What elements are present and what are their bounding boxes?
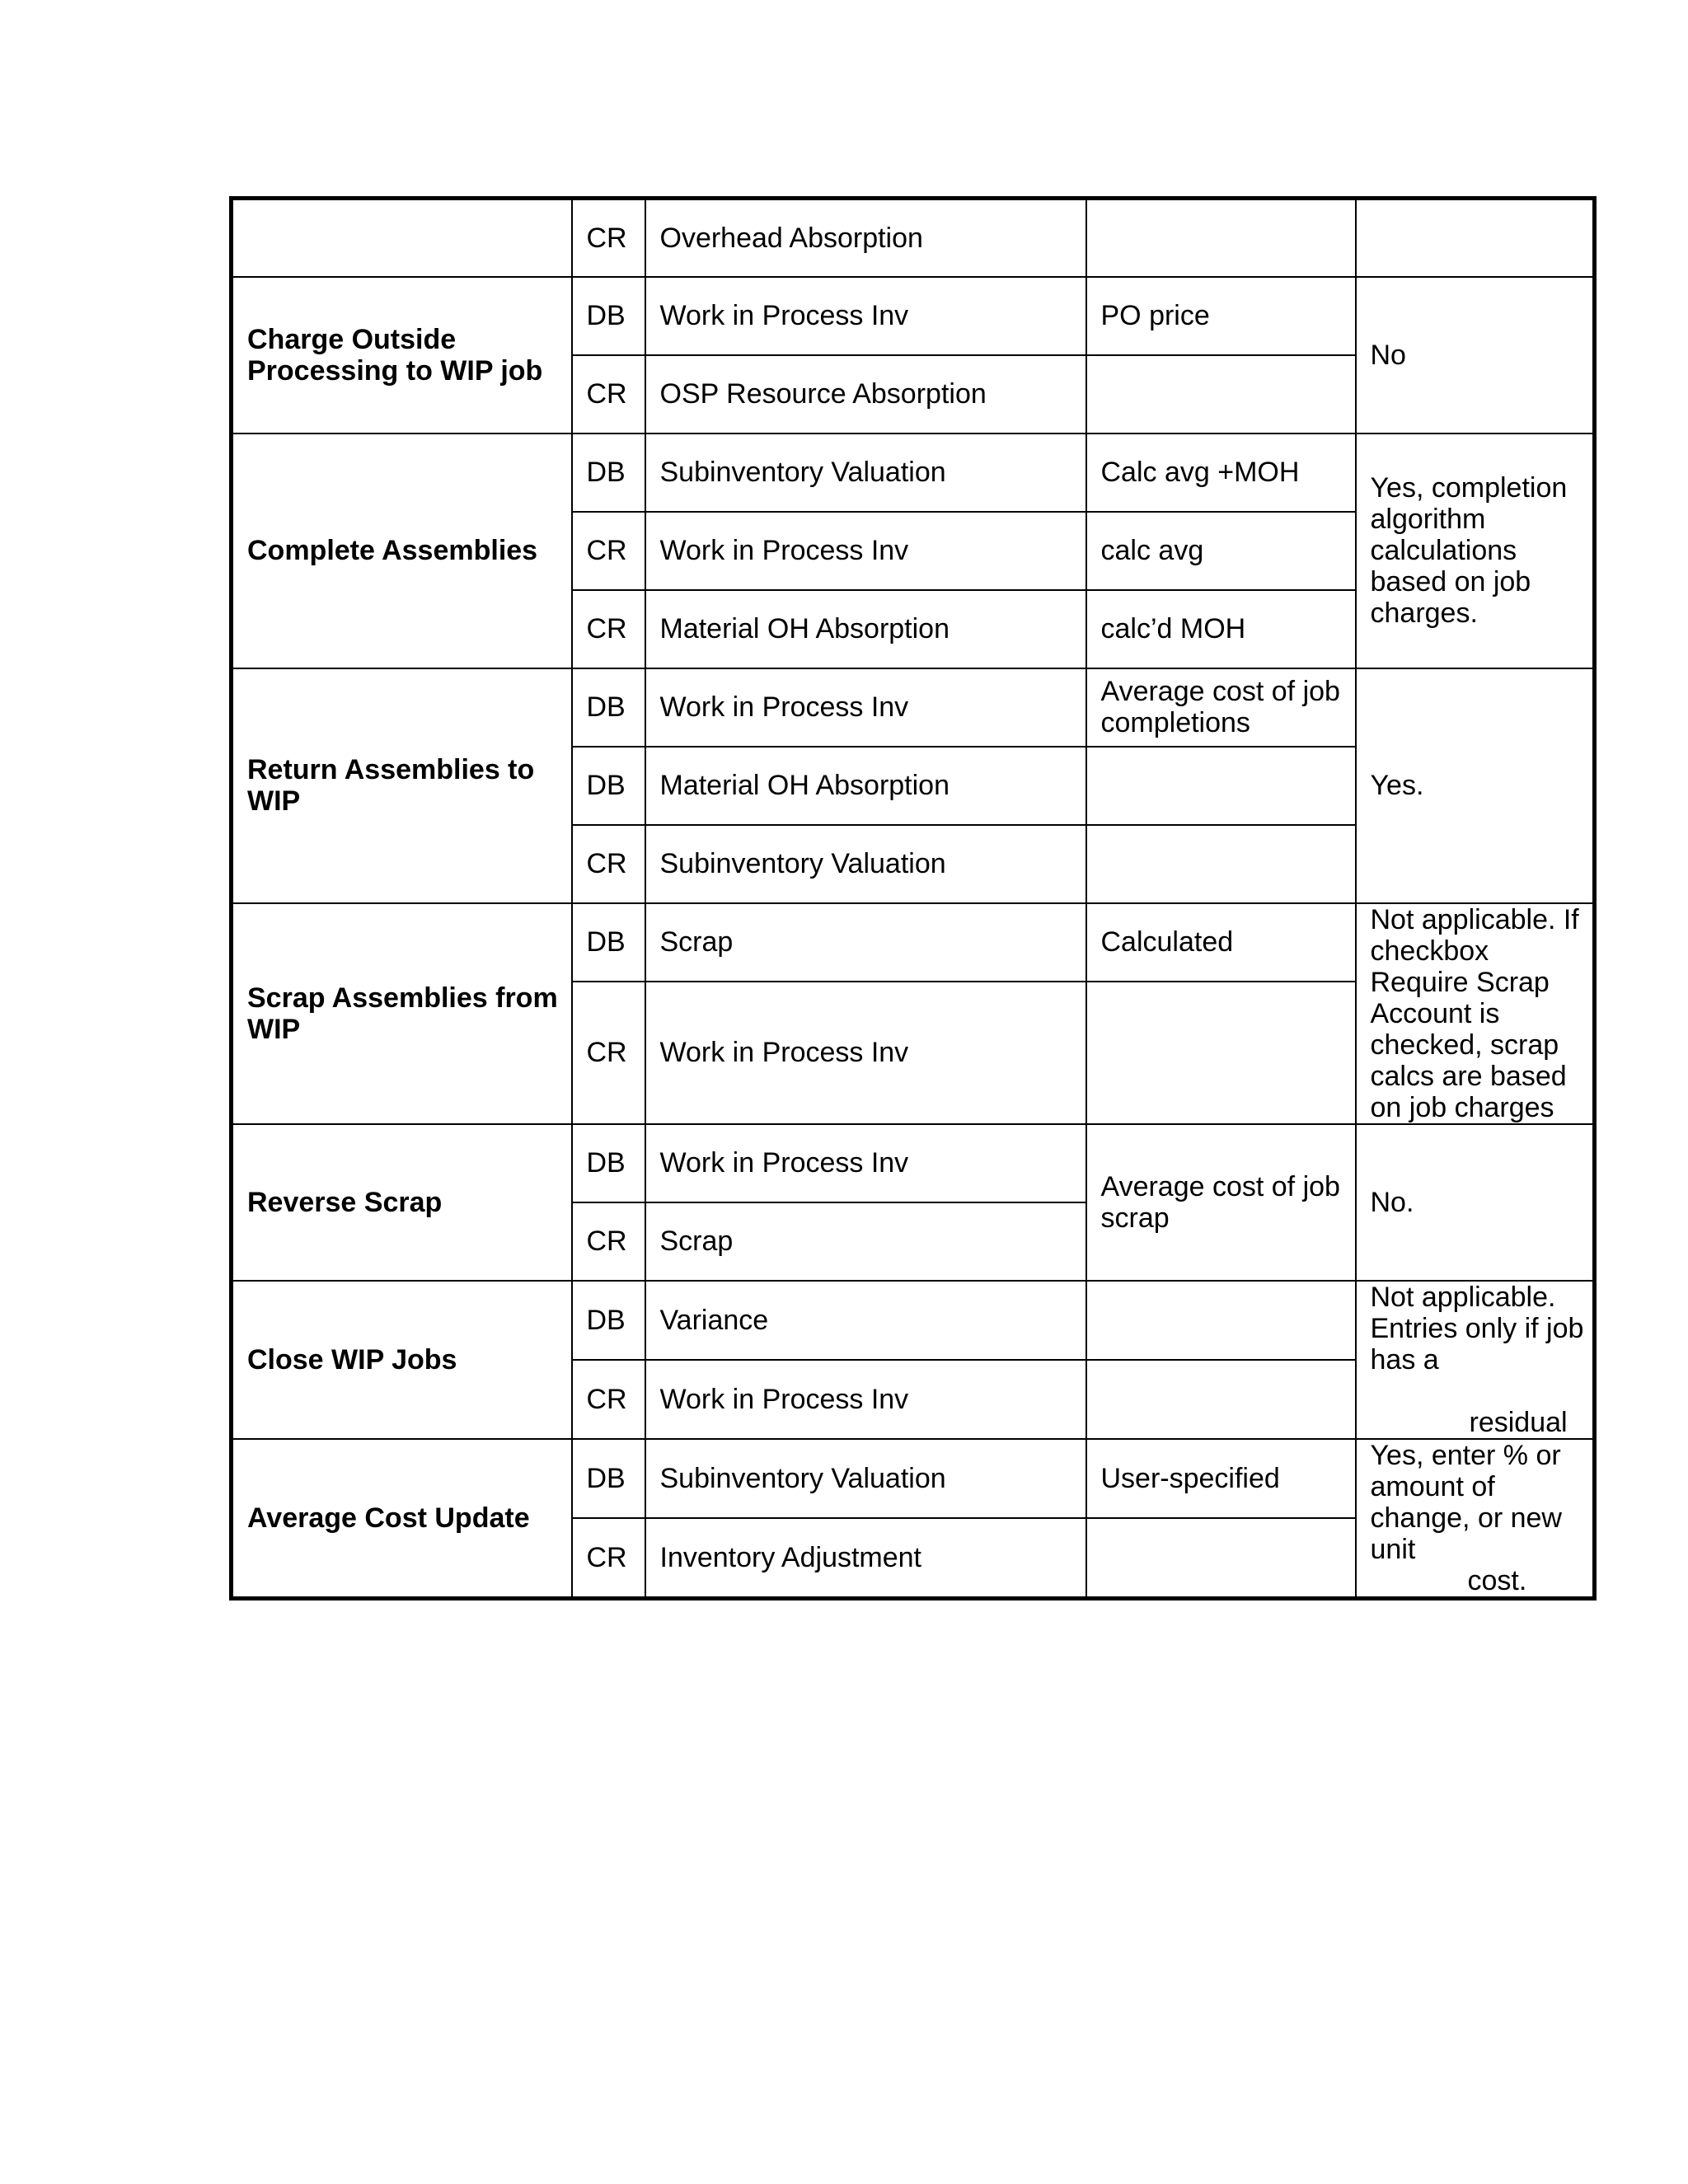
event-cell: Charge Outside Processing to WIP job [232,277,572,434]
entry-type-cell: CR [572,512,645,590]
account-cell: Work in Process Inv [645,1360,1086,1439]
value-cell [1086,1281,1356,1360]
value-cell: User-specified [1086,1439,1356,1519]
accounting-table [229,196,1597,1601]
value-cell: Calculated [1086,903,1356,982]
table-row [232,903,1595,982]
account-cell: Variance [645,1281,1086,1360]
event-cell: Scrap Assemblies from WIP [232,903,572,1124]
account-cell: OSP Resource Absorption [645,355,1086,434]
account-cell: Subinventory Valuation [645,825,1086,903]
account-cell: Material OH Absorption [645,590,1086,668]
table-row [232,1439,1595,1519]
account-cell: Scrap [645,903,1086,982]
account-cell: Subinventory Valuation [645,1439,1086,1519]
entry-type-cell: CR [572,590,645,668]
event-cell: Average Cost Update [232,1439,572,1599]
entry-type-cell: DB [572,434,645,512]
value-cell [1086,825,1356,903]
entry-type-cell: DB [572,1439,645,1519]
value-cell: Calc avg +MOH [1086,434,1356,512]
entry-type-cell: CR [572,825,645,903]
entry-type-cell: DB [572,277,645,355]
entry-type-cell: DB [572,668,645,747]
value-cell [1086,747,1356,825]
note-tail: residual [1469,1406,1568,1438]
table-row [232,199,1595,277]
entry-type-cell: DB [572,1124,645,1202]
entry-type-cell: CR [572,1518,645,1598]
note-cell: Not applicable. If checkbox Require Scrap Account is checked, scrap calcs are based on job charges [1356,903,1595,1124]
event-cell: Return Assemblies to WIP [232,668,572,903]
value-cell: calc’d MOH [1086,590,1356,668]
account-cell: Overhead Absorption [645,199,1086,277]
entry-type-cell: CR [572,982,645,1124]
account-cell: Scrap [645,1202,1086,1281]
table-row [232,1281,1595,1360]
account-cell: Work in Process Inv [645,982,1086,1124]
event-cell [232,199,572,277]
event-cell: Reverse Scrap [232,1124,572,1281]
event-cell: Close WIP Jobs [232,1281,572,1439]
note-cell: No. [1356,1124,1595,1281]
value-cell: Average cost of job scrap [1086,1124,1356,1281]
value-cell [1086,355,1356,434]
note-cell: Yes. [1356,668,1595,903]
entry-type-cell: DB [572,1281,645,1360]
entry-type-cell: DB [572,747,645,825]
value-cell: PO price [1086,277,1356,355]
table-row [232,1124,1595,1202]
table-row [232,434,1595,512]
account-cell: Work in Process Inv [645,1124,1086,1202]
note-text: Yes, enter % or amount of change, or new unit [1370,1439,1562,1565]
note-cell [1356,1439,1595,1599]
table-row [232,277,1595,355]
value-cell [1086,1360,1356,1439]
note-cell: Yes, completion algorithm calculations based on job charges. [1356,434,1595,668]
note-cell [1356,199,1595,277]
account-cell: Work in Process Inv [645,668,1086,747]
entry-type-cell: CR [572,355,645,434]
note-cell: No [1356,277,1595,434]
event-cell: Complete Assemblies [232,434,572,668]
value-cell [1086,982,1356,1124]
account-cell: Work in Process Inv [645,512,1086,590]
note-text: Not applicable. Entries only if job has a [1370,1281,1584,1376]
account-cell: Inventory Adjustment [645,1518,1086,1598]
table-row [232,668,1595,747]
entry-type-cell: CR [572,1360,645,1439]
entry-type-cell: CR [572,199,645,277]
value-cell: calc avg [1086,512,1356,590]
entry-type-cell: DB [572,903,645,982]
account-cell: Subinventory Valuation [645,434,1086,512]
value-cell [1086,1518,1356,1598]
note-tail: cost. [1467,1564,1527,1596]
note-cell [1356,1281,1595,1439]
account-cell: Work in Process Inv [645,277,1086,355]
account-cell: Material OH Absorption [645,747,1086,825]
value-cell [1086,199,1356,277]
entry-type-cell: CR [572,1202,645,1281]
value-cell: Average cost of job completions [1086,668,1356,747]
